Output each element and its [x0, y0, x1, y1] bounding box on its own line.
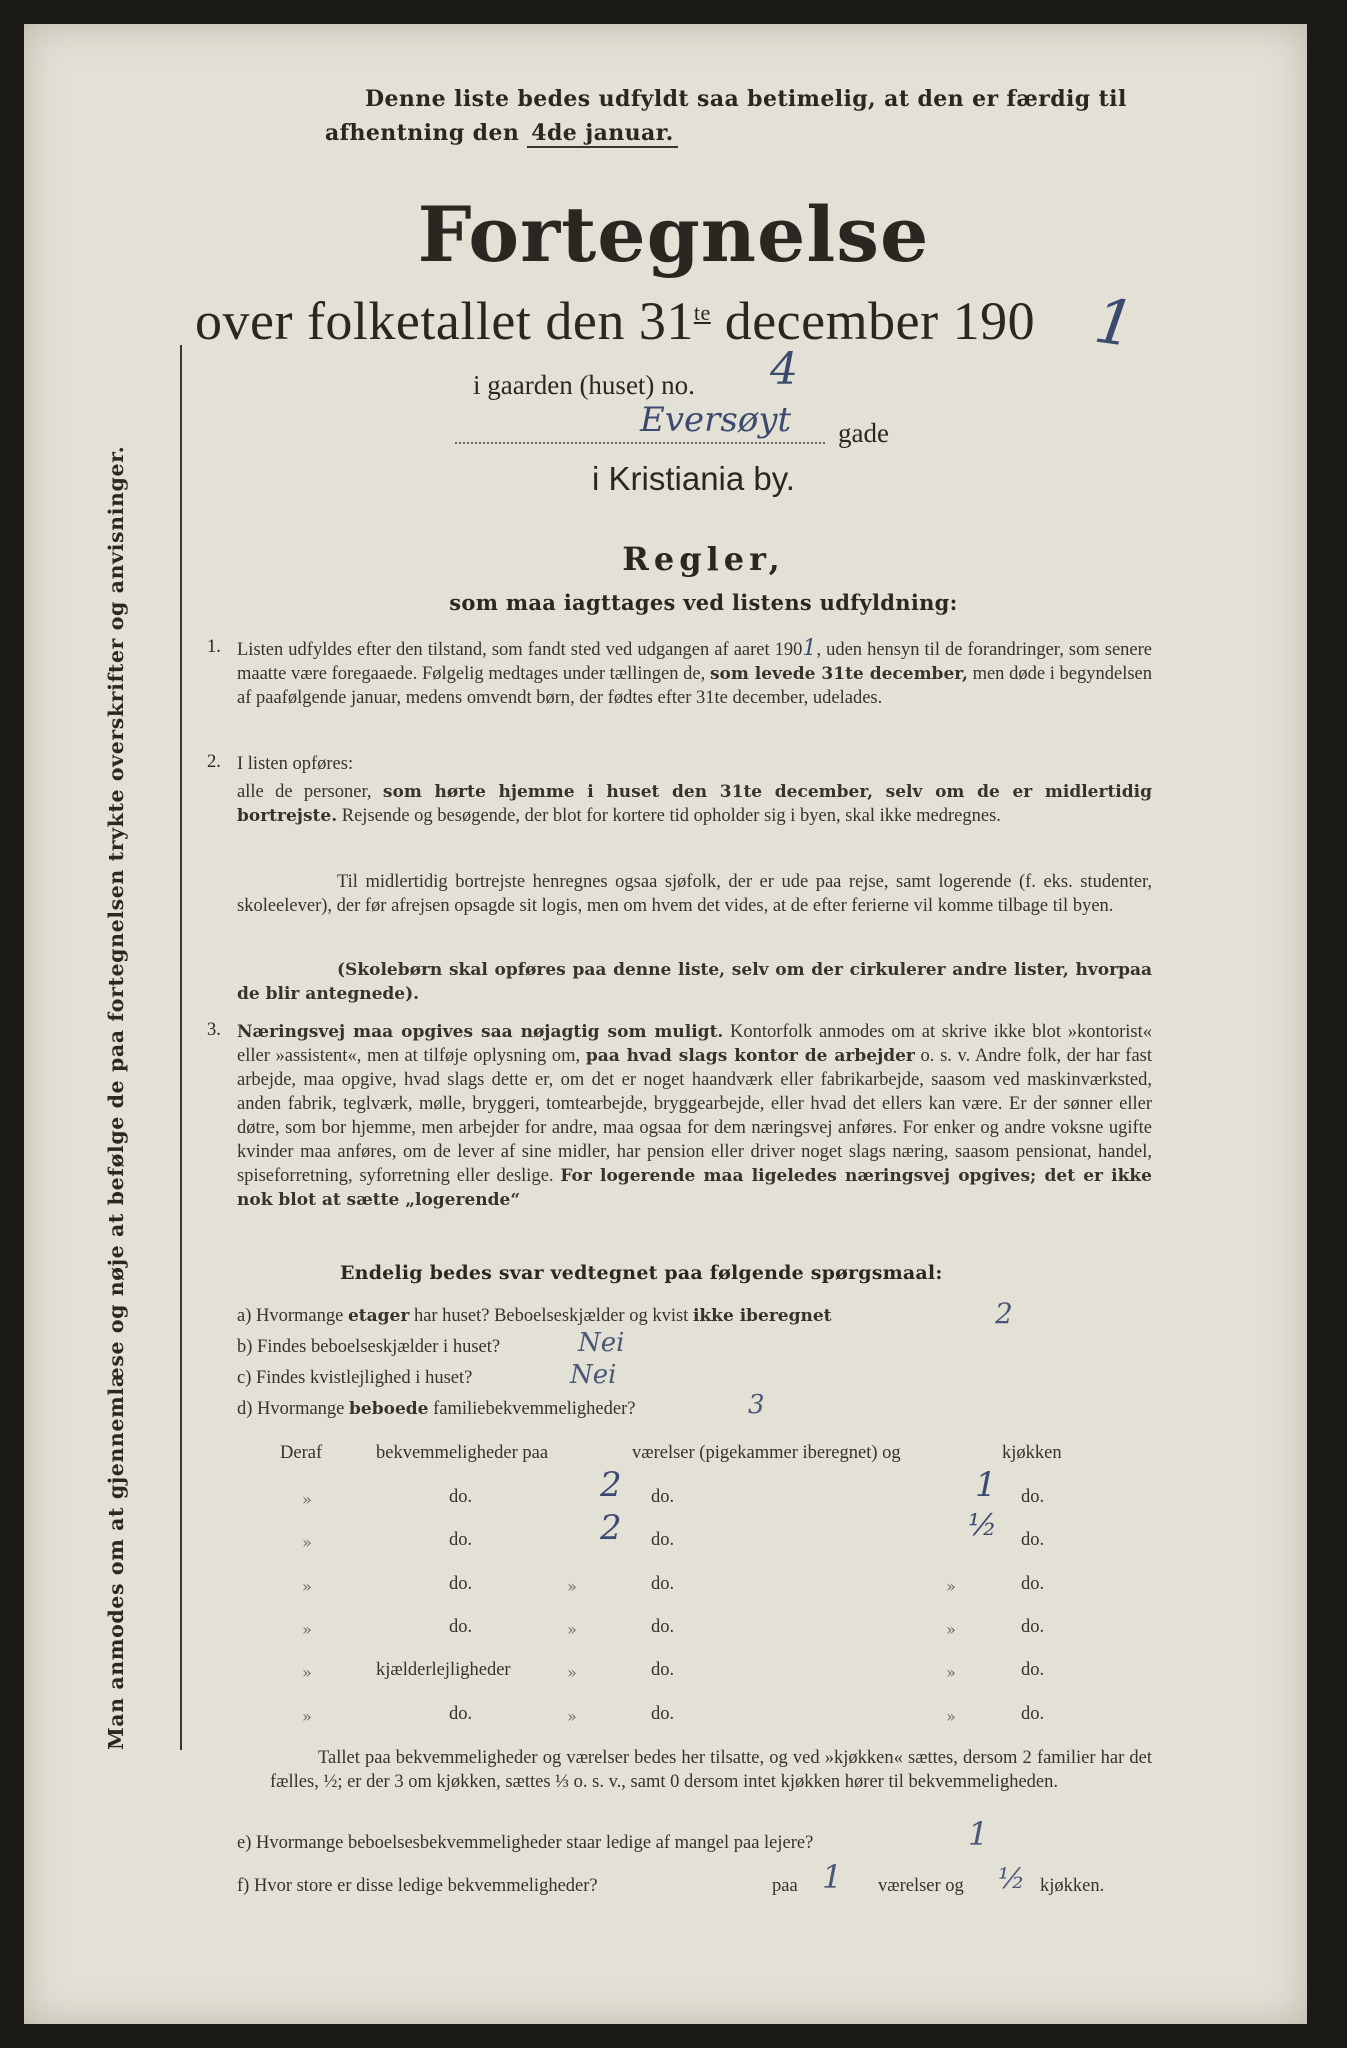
subtitle-sup: te — [693, 300, 711, 325]
row-1-tick: » — [302, 1490, 312, 1509]
rule-2-number: 2. — [207, 752, 221, 772]
question-f-part-1: Hvor store er disse ledige bekvemmeligheder? — [253, 1876, 598, 1896]
row-3-do-1: do. — [449, 1574, 473, 1594]
house-number-handwritten: 4 — [770, 344, 798, 395]
row-2-kitchen: ½ — [968, 1508, 998, 1543]
gade-label: gade — [838, 418, 889, 448]
question-f-paa: paa — [772, 1876, 798, 1896]
row-6-tick-2: » — [567, 1707, 577, 1726]
rule-1-part-2: , uden hensyn til de forandringer, som senere maatte være foregaaede. Følgelig medtages under tællingen de, — [237, 640, 1152, 684]
row-2-do-1: do. — [449, 1530, 473, 1550]
row-3-tick: » — [302, 1577, 312, 1596]
question-c-text: Findes kvistlejlighed i huset? — [256, 1368, 473, 1388]
rule-2-paragraph-3 — [237, 958, 1152, 1006]
notice-prefix: afhentning den — [325, 120, 520, 146]
row-6-do-1: do. — [449, 1704, 473, 1724]
row-4-do-3: do. — [1021, 1617, 1045, 1637]
row-5-do-3: do. — [1021, 1660, 1045, 1680]
question-c-label: c) — [237, 1368, 252, 1388]
question-d-part-2: familiebekvemmeligheder? — [433, 1399, 636, 1419]
row-4-do-1: do. — [449, 1617, 473, 1637]
footnote: Tallet paa bekvemmeligheder og værelser bedes her tilsatte, og ved »kjøkken« sættes, dersom 2 familier har det fælles, ½; er der 3 om kjøkken, sættes ⅓ o. s. v., samt 0 dersom intet kjøkken hører til bekvemmeligheden. — [270, 1748, 1152, 1792]
answer-a: 2 — [995, 1297, 1013, 1330]
question-e-text: Hvormange beboelsesbekvemmeligheder staar ledige af mangel paa lejere? — [256, 1833, 814, 1853]
question-a-bold-1: etager — [347, 1306, 410, 1326]
rule-2-bold: som hørte hjemme i huset den 31te december, selv om de er midlertidig bortrejste. — [237, 782, 1152, 826]
answer-f-kitchen: ½ — [998, 1862, 1026, 1895]
notice-line-2 — [325, 116, 1127, 150]
table-header-deraf: Deraf — [280, 1443, 323, 1463]
answer-e: 1 — [968, 1815, 989, 1853]
gaarden-label: i gaarden (huset) no. — [473, 370, 695, 400]
row-5-tick-2: » — [567, 1663, 577, 1682]
table-header-bekvem: bekvemmeligheder paa — [376, 1443, 549, 1463]
page-title: Fortegnelse — [417, 190, 930, 279]
question-b — [237, 1337, 500, 1358]
rule-1-number: 1. — [207, 637, 221, 657]
rule-2-part-1: alle de personer, — [237, 782, 372, 802]
side-instruction: Man anmodes om at gjennemlæse og nøje at befølge de paa fortegnelsen trykte overskrifter og anvisninger. — [104, 445, 128, 1750]
rule-2-bold-note: (Skolebørn skal opføres paa denne liste, selv om der cirkulerer andre lister, hvorpaa de blir antegnede). — [237, 960, 1152, 1004]
subtitle-suffix: december 190 — [724, 291, 1036, 351]
questions-heading: Endelig bedes svar vedtegnet paa følgende spørgsmaal: — [340, 1262, 943, 1284]
question-c — [237, 1368, 472, 1389]
rule-1-year-handwritten: 1 — [802, 636, 817, 661]
question-d-label: d) — [237, 1399, 253, 1419]
question-e — [237, 1833, 813, 1854]
rule-3-bold-1: Næringsvej maa opgives saa nøjagtig som muligt. — [237, 1022, 724, 1042]
row-6-do-3: do. — [1021, 1704, 1045, 1724]
question-f-label: f) — [237, 1876, 250, 1896]
question-f-kjokken: kjøkken. — [1040, 1876, 1105, 1896]
question-d-part-1: Hvormange — [257, 1399, 345, 1419]
rule-3-part-1: Kontorfolk anmodes om at skrive ikke blot »kontorist« eller »assistent«, men at tilføje oplysning om, — [237, 1022, 1152, 1066]
street-handwritten: Eversøyt — [640, 400, 792, 440]
question-a-part-1: Hvormange — [256, 1306, 344, 1326]
answer-f-rooms: 1 — [822, 1858, 843, 1896]
notice-date: 4de januar. — [527, 120, 677, 148]
row-3-tick-2: » — [567, 1577, 577, 1596]
question-f — [237, 1876, 598, 1897]
street-dotted-line — [455, 442, 825, 444]
rule-1-part-3: men døde i begyndelsen af paafølgende januar, medens omvendt børn, der fødtes efter 31te december, udelades. — [237, 664, 1152, 708]
rule-1-text — [237, 637, 1152, 710]
row-4-tick-3: » — [946, 1620, 956, 1639]
rule-3-text — [237, 1020, 1152, 1212]
rule-3-part-2: o. s. v. Andre folk, der har fast arbejde, maa opgive, hvad slags dette er, om det er noget haandværk eller fabrikarbejde, saasom ved maskinværksted, anden fabrik, teglværk, mølle, bryggeri, tomtearbejde, bryggearbejde, eller hvad det ellers kan være. Er der sønner eller døtre, som bor hjemme, men arbejder for andre, maa ogsaa for dem næringsvej anføres. For enker og andre voksne ugifte kvinder maa anføres, om de lever af sine midler, har pension eller driver noget slags næring, saasom pensionat, handel, spiseforretning, syforretning eller deslige. — [237, 1046, 1153, 1186]
rule-1-bold: som levede 31te december, — [709, 664, 968, 684]
row-4-tick-2: » — [567, 1620, 577, 1639]
row-2-rooms: 2 — [600, 1508, 622, 1548]
row-5-tick-3: » — [946, 1663, 956, 1682]
rule-2-part-2: Rejsende og besøgende, der blot for kortere tid opholder sig i byen, skal ikke medregnes. — [341, 806, 1001, 826]
row-5-tick: » — [302, 1663, 312, 1682]
question-e-label: e) — [237, 1833, 252, 1853]
table-header-kjokken: kjøkken — [1002, 1443, 1062, 1463]
row-2-do-3: do. — [1021, 1530, 1045, 1550]
rule-2-text — [237, 780, 1152, 828]
answer-b: Nei — [578, 1328, 625, 1358]
row-6-tick-3: » — [946, 1707, 956, 1726]
question-d-bold: beboede — [349, 1399, 429, 1419]
row-2-tick: » — [302, 1533, 312, 1552]
row-3-do-3: do. — [1021, 1574, 1045, 1594]
row-1-rooms: 2 — [600, 1465, 622, 1505]
rules-subheading: som maa iagttages ved listens udfyldning: — [449, 590, 958, 615]
row-2-do-2: do. — [651, 1530, 675, 1550]
question-b-text: Findes beboelseskjælder i huset? — [257, 1337, 501, 1357]
row-1-do-2: do. — [651, 1487, 675, 1507]
rule-3-number: 3. — [207, 1020, 221, 1040]
row-6-do-2: do. — [651, 1704, 675, 1724]
row-5-kjaelder: kjælderlejligheder — [376, 1660, 511, 1680]
row-3-tick-3: » — [946, 1577, 956, 1596]
notice — [325, 82, 1127, 150]
rule-2-intro: I listen opføres: — [237, 754, 354, 774]
row-3-do-2: do. — [651, 1574, 675, 1594]
question-a-part-2: har huset? Beboelseskjælder og kvist — [413, 1306, 689, 1326]
question-f-vaerelser: værelser og — [878, 1876, 964, 1896]
answer-c: Nei — [570, 1360, 617, 1390]
question-d — [237, 1399, 635, 1420]
year-handwritten: 1 — [1090, 283, 1140, 362]
rule-2-paragraph-2: Til midlertidig bortrejste henregnes ogsaa sjøfolk, der er ude paa rejse, samt logerende (f. eks. studenter, skoleelever), der før afrejsen opsagde sit logis, men om hvem det vides, at de efter ferierne vil komme tilbage til byen. — [237, 872, 1152, 916]
city-line: i Kristiania by. — [592, 460, 795, 497]
row-4-do-2: do. — [651, 1617, 675, 1637]
subtitle — [195, 290, 1035, 352]
question-a-bold-2: ikke iberegnet — [692, 1306, 832, 1326]
row-1-do-3: do. — [1021, 1487, 1045, 1507]
row-1-kitchen: 1 — [975, 1465, 997, 1505]
rule-3-bold-3: For logerende maa ligeledes næringsvej opgives; det er ikke nok blot at sætte „logerende“ — [237, 1166, 1152, 1210]
row-1-do-1: do. — [449, 1487, 473, 1507]
row-4-tick: » — [302, 1620, 312, 1639]
row-6-tick: » — [302, 1707, 312, 1726]
answer-d: 3 — [748, 1390, 765, 1420]
subtitle-prefix: over folketallet den 31 — [195, 291, 694, 351]
rule-1-part-1: Listen udfyldes efter den tilstand, som fandt sted ved udgangen af aaret 190 — [237, 640, 803, 660]
question-a — [237, 1306, 832, 1327]
rules-heading: Regler, — [622, 540, 785, 578]
row-5-do-2: do. — [651, 1660, 675, 1680]
question-a-label: a) — [237, 1306, 252, 1326]
rule-3-bold-2: paa hvad slags kontor de arbejder — [585, 1046, 915, 1066]
table-header-vaerelser: værelser (pigekammer iberegnet) og — [632, 1443, 901, 1463]
question-b-label: b) — [237, 1337, 253, 1357]
notice-line-1: Denne liste bedes udfyldt saa betimelig, at den er færdig til — [365, 86, 1127, 112]
